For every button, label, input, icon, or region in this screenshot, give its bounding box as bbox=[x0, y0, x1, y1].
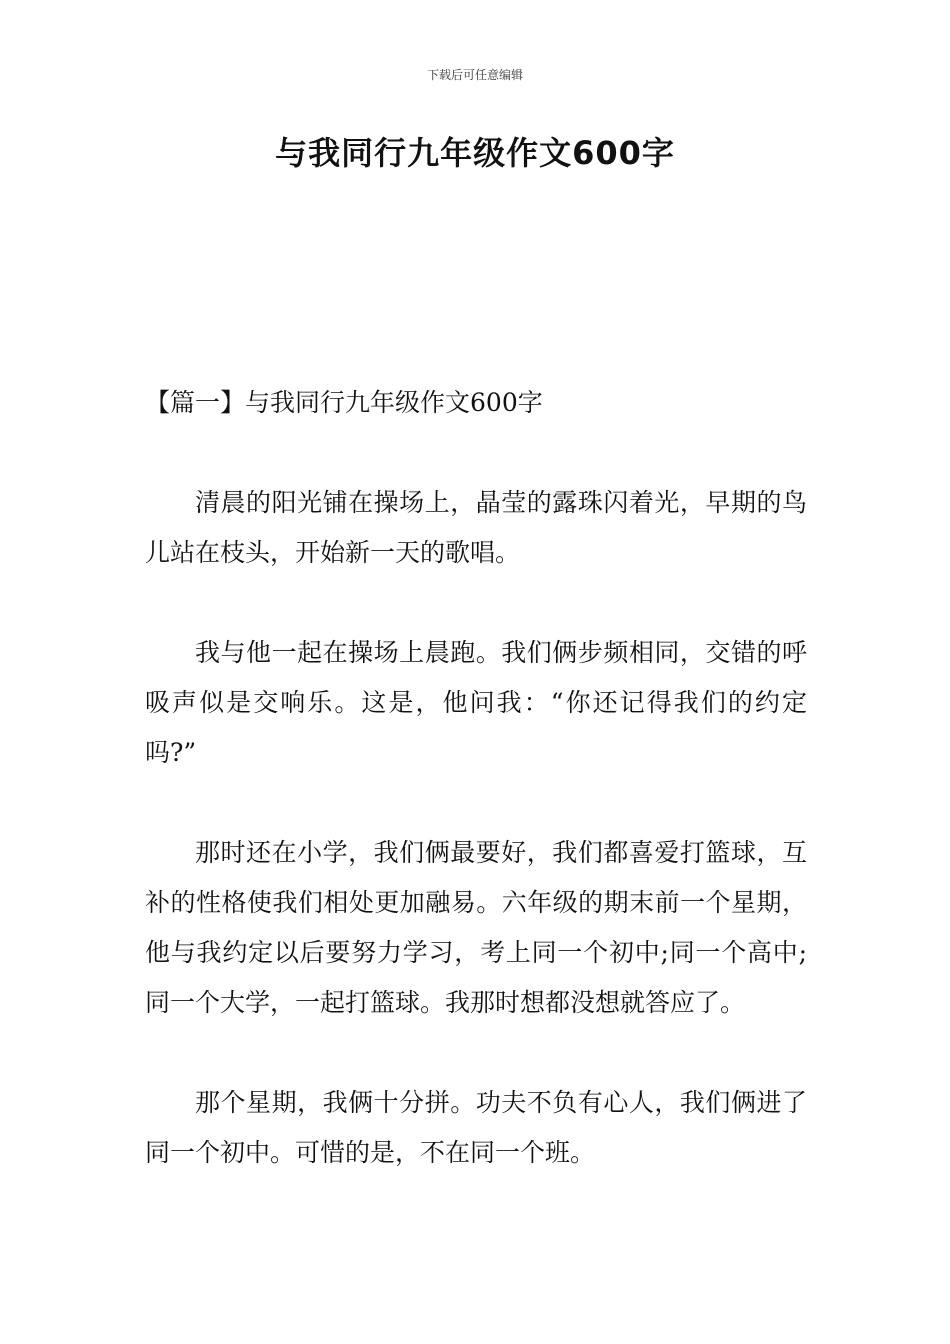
document-title: 与我同行九年级作文600字 bbox=[275, 134, 675, 172]
header-note: 下载后可任意编辑 bbox=[426, 68, 523, 82]
document-body bbox=[145, 378, 807, 1228]
paragraph-2: 我与他一起在操场上晨跑。我们俩步频相同，交错的呼吸声似是交响乐。这是，他问我：“你还记得我们的约定吗?” bbox=[145, 638, 807, 767]
paragraph-4: 那个星期，我俩十分拼。功夫不负有心人，我们俩进了同一个初中。可惜的是，不在同一个班。 bbox=[145, 1088, 807, 1167]
paragraph-1: 清晨的阳光铺在操场上，晶莹的露珠闪着光，早期的鸟儿站在枝头，开始新一天的歌唱。 bbox=[145, 488, 807, 567]
paragraph-3: 那时还在小学，我们俩最要好，我们都喜爱打篮球，互补的性格使我们相处更加融易。六年级的期末前一个星期，他与我约定以后要努力学习，考上同一个初中;同一个高中;同一个大学，一起打篮球。我那时想都没想就答应了。 bbox=[145, 838, 807, 1017]
section-heading: 【篇一】与我同行九年级作文600字 bbox=[145, 388, 543, 417]
